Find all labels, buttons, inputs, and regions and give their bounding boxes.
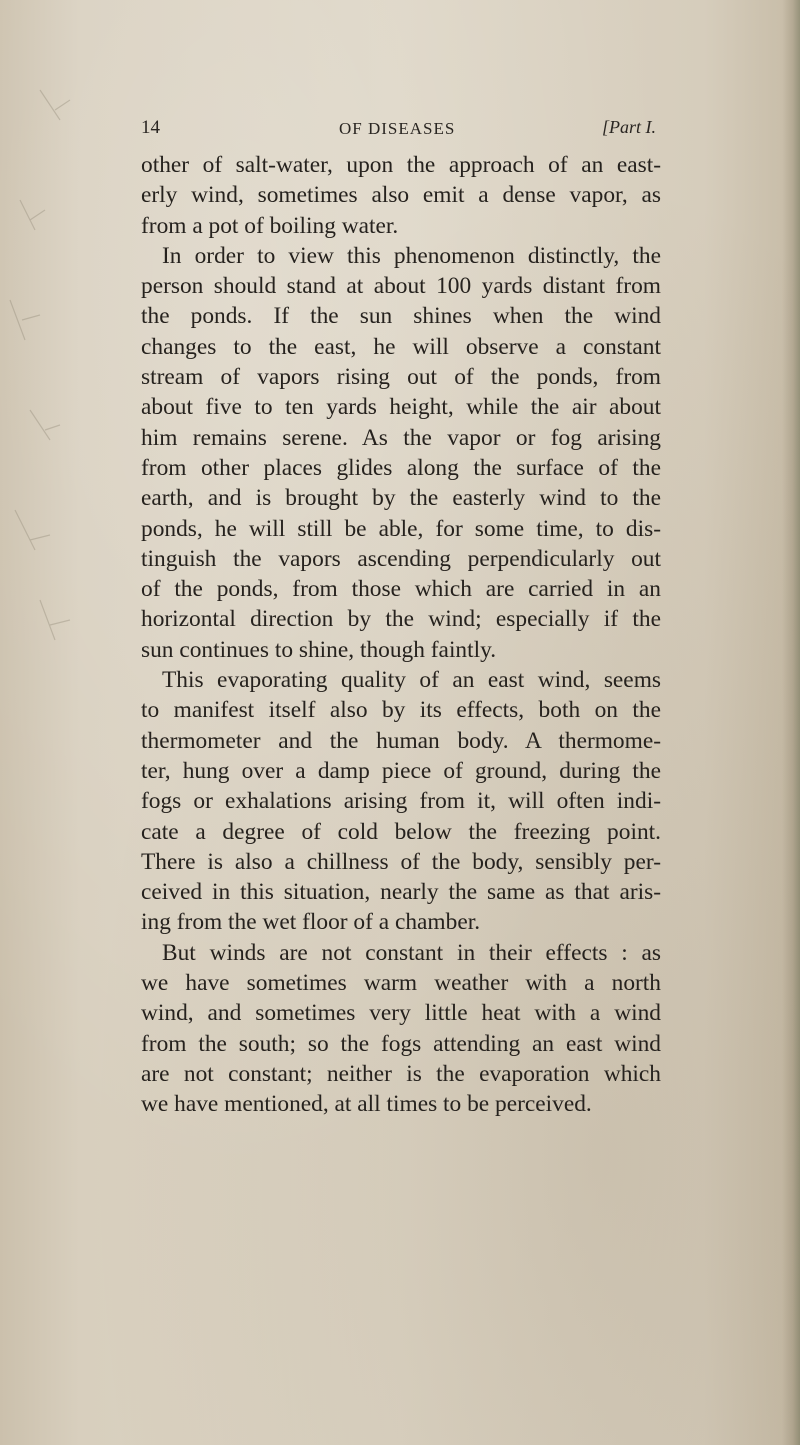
text-line: ponds, he will still be able, for some time, to dis- xyxy=(141,515,661,542)
text-line: There is also a chillness of the body, sensibly per- xyxy=(141,848,661,875)
running-head xyxy=(141,117,656,143)
text-line: from a pot of boiling water. xyxy=(141,212,399,239)
text-line: we have mentioned, at all times to be perceived. xyxy=(141,1091,592,1118)
text-line: But winds are not constant in their effects : as xyxy=(162,939,661,966)
text-line: fogs or exhalations arising from it, will often indi- xyxy=(141,788,661,815)
text-line: tinguish the vapors ascending perpendicularly out xyxy=(141,545,661,572)
text-line: stream of vapors rising out of the ponds, from xyxy=(141,364,661,391)
bleed-through-marks xyxy=(0,80,130,700)
text-line: sun continues to shine, though faintly. xyxy=(141,636,497,663)
section-title: OF DISEASES xyxy=(339,119,456,138)
text-line: other of salt-water, upon the approach of an east- xyxy=(141,152,661,178)
part-marker: [Part I. xyxy=(602,117,656,137)
text-line: horizontal direction by the wind; especially if the xyxy=(141,606,661,633)
text-line: cate a degree of cold below the freezing point. xyxy=(141,818,661,845)
text-line: erly wind, sometimes also emit a dense vapor, as xyxy=(141,182,661,209)
text-line: In order to view this phenomenon distinctly, the xyxy=(162,242,661,269)
text-line: to manifest itself also by its effects, both on the xyxy=(141,697,661,724)
text-line: person should stand at about 100 yards distant from xyxy=(141,273,661,300)
text-line: ter, hung over a damp piece of ground, during the xyxy=(141,757,661,784)
text-line: ing from the wet floor of a chamber. xyxy=(141,909,481,936)
text-line: him remains serene. As the vapor or fog arising xyxy=(141,424,661,451)
text-line: earth, and is brought by the easterly wind to the xyxy=(141,485,661,512)
page-number: 14 xyxy=(141,117,160,138)
text-line: the ponds. If the sun shines when the wind xyxy=(141,303,661,330)
text-line: from other places glides along the surface of the xyxy=(141,454,661,481)
page-edge-shadow xyxy=(782,0,800,1445)
text-line: changes to the east, he will observe a constant xyxy=(141,333,661,360)
text-line: from the south; so the fogs attending an east wind xyxy=(141,1030,661,1057)
text-line: wind, and sometimes very little heat with a wind xyxy=(141,1000,661,1027)
text-line: we have sometimes warm weather with a north xyxy=(141,970,661,997)
text-line: about five to ten yards height, while the air about xyxy=(141,394,661,421)
text-line: ceived in this situation, nearly the same as that aris- xyxy=(141,879,661,906)
body-text xyxy=(141,150,661,1120)
text-line: are not constant; neither is the evaporation which xyxy=(141,1060,661,1087)
text-line: This evaporating quality of an east wind, seems xyxy=(162,667,661,694)
text-line: of the ponds, from those which are carried in an xyxy=(141,576,661,603)
text-line: thermometer and the human body. A thermome- xyxy=(141,727,661,754)
